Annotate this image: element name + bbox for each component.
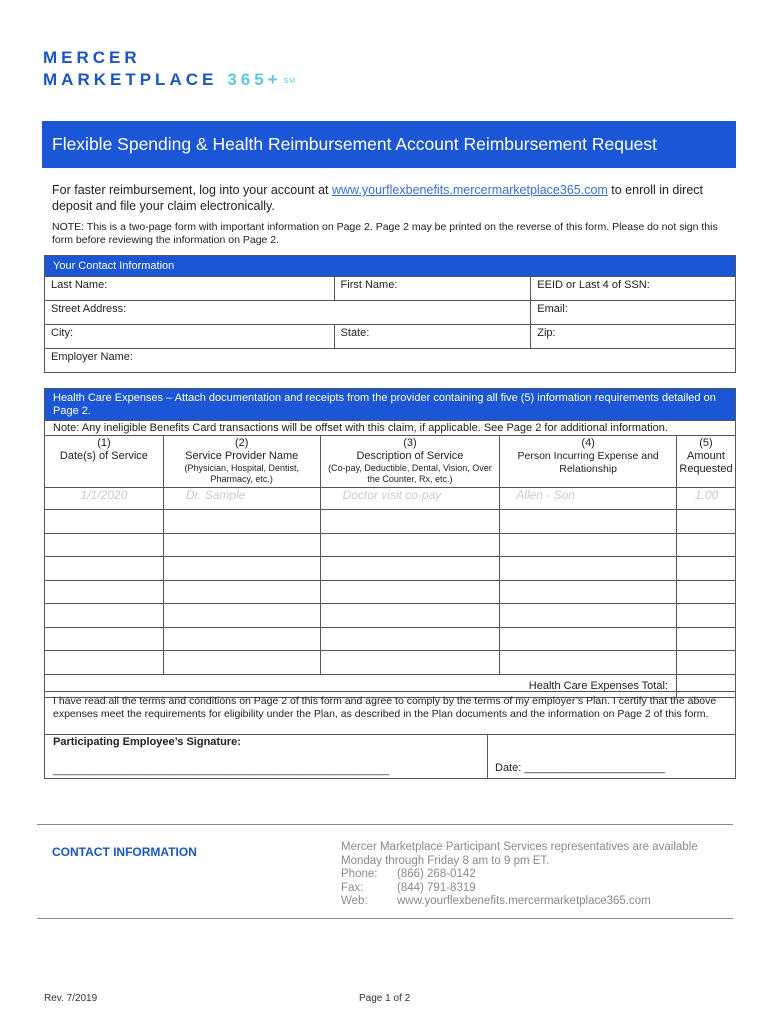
sample-row <box>45 488 736 510</box>
zip-field[interactable]: Zip: <box>531 325 736 349</box>
contact-info-table <box>44 255 736 373</box>
col-amount-header: (5) Amount Requested <box>676 436 735 488</box>
logo-sm-mark: SM <box>283 78 297 85</box>
logo-number: 365+ <box>227 70 282 89</box>
sample-description[interactable]: Doctor visit co-pay <box>320 488 500 510</box>
employer-name-field[interactable]: Employer Name: <box>45 349 736 373</box>
divider-top <box>37 824 733 825</box>
col-description-header: (3) Description of Service (Co-pay, Deductible, Dental, Vision, Over the Counter, Rx, etc.) <box>320 436 500 488</box>
health-care-expenses-table <box>44 388 736 698</box>
last-name-field[interactable]: Last Name: <box>45 277 335 301</box>
col-provider-header: (2) Service Provider Name (Physician, Hospital, Dentist, Pharmacy, etc.) <box>163 436 320 488</box>
form-note: NOTE: This is a two-page form with important information on Page 2. Page 2 may be printed on the reverse of this form. Please do not sign this form before reviewing the information on Page 2. <box>52 221 718 246</box>
health-care-note: Note: Any ineligible Benefits Card transactions will be offset with this claim, if applicable. See Page 2 for additional information. <box>45 421 736 436</box>
contact-info-header: Your Contact Information <box>45 256 736 277</box>
web-link[interactable]: www.yourflexbenefits.mercermarketplace365.com <box>397 895 651 907</box>
sample-amount[interactable]: 1.00 <box>676 488 735 510</box>
first-name-field[interactable]: First Name: <box>334 277 531 301</box>
contact-section-body: Mercer Marketplace Participant Services representatives are available Monday through Friday 8 am to 9 pm ET. Phone: (866) 268-0142 Fax: (844) 791-8319 Web: www.yourflexbenefits.mercermarketplace365.com <box>341 841 698 907</box>
col-date-header: (1) Date(s) of Service <box>45 436 164 488</box>
mercer-logo <box>43 47 296 93</box>
expense-row <box>45 533 736 557</box>
divider-bottom <box>37 918 733 919</box>
email-field[interactable]: Email: <box>531 301 736 325</box>
signature-label: Participating Employee’s Signature: <box>53 736 241 748</box>
street-address-field[interactable]: Street Address: <box>45 301 531 325</box>
expense-row <box>45 580 736 604</box>
date-field[interactable]: Date: _______________________ <box>495 762 666 774</box>
signature-cell[interactable] <box>45 734 488 779</box>
logo-line2: MARKETPLACE <box>43 70 218 89</box>
health-care-total-label: Health Care Expenses Total: <box>45 674 677 697</box>
certification-box <box>44 691 736 779</box>
sample-date[interactable]: 1/1/2020 <box>45 488 164 510</box>
contact-section-title: CONTACT INFORMATION <box>52 845 197 859</box>
form-title: Flexible Spending & Health Reimbursement Account Reimbursement Request <box>42 121 736 168</box>
city-field[interactable]: City: <box>45 325 335 349</box>
expense-row <box>45 510 736 534</box>
signature-line[interactable]: _______________________________________________________ <box>53 764 390 776</box>
eeid-field[interactable]: EEID or Last 4 of SSN: <box>531 277 736 301</box>
intro-text: For faster reimbursement, log into your account at www.yourflexbenefits.mercermarketplace365.com to enroll in direct deposit and file your claim electronically. <box>52 183 703 213</box>
health-care-header: Health Care Expenses – Attach documentation and receipts from the provider containing all five (5) information requirements detailed on Page 2. <box>45 389 736 421</box>
expense-row <box>45 604 736 628</box>
revision-label: Rev. 7/2019 <box>44 993 98 1004</box>
logo-line1: MERCER <box>43 48 141 67</box>
expense-row <box>45 627 736 651</box>
fax-number: (844) 791-8319 <box>397 881 476 894</box>
certification-text: I have read all the terms and conditions on Page 2 of this form and agree to comply by the terms of my employer’s Plan. I certify that the above expenses meet the requirements for eligibility under the Plan, as described in the Plan documents and the information on Page 2 of this form. <box>53 695 717 720</box>
date-cell[interactable] <box>488 734 735 779</box>
col-person-header: (4) Person Incurring Expense and Relationship <box>500 436 677 488</box>
intro-link[interactable]: www.yourflexbenefits.mercermarketplace365.com <box>332 183 608 197</box>
sample-provider[interactable]: Dr. Sample <box>163 488 320 510</box>
expense-row <box>45 557 736 581</box>
sample-person[interactable]: Allen - Son <box>500 488 677 510</box>
page-number: Page 1 of 2 <box>359 993 411 1004</box>
phone-number: (866) 268-0142 <box>397 868 476 880</box>
state-field[interactable]: State: <box>334 325 531 349</box>
expense-row <box>45 651 736 675</box>
